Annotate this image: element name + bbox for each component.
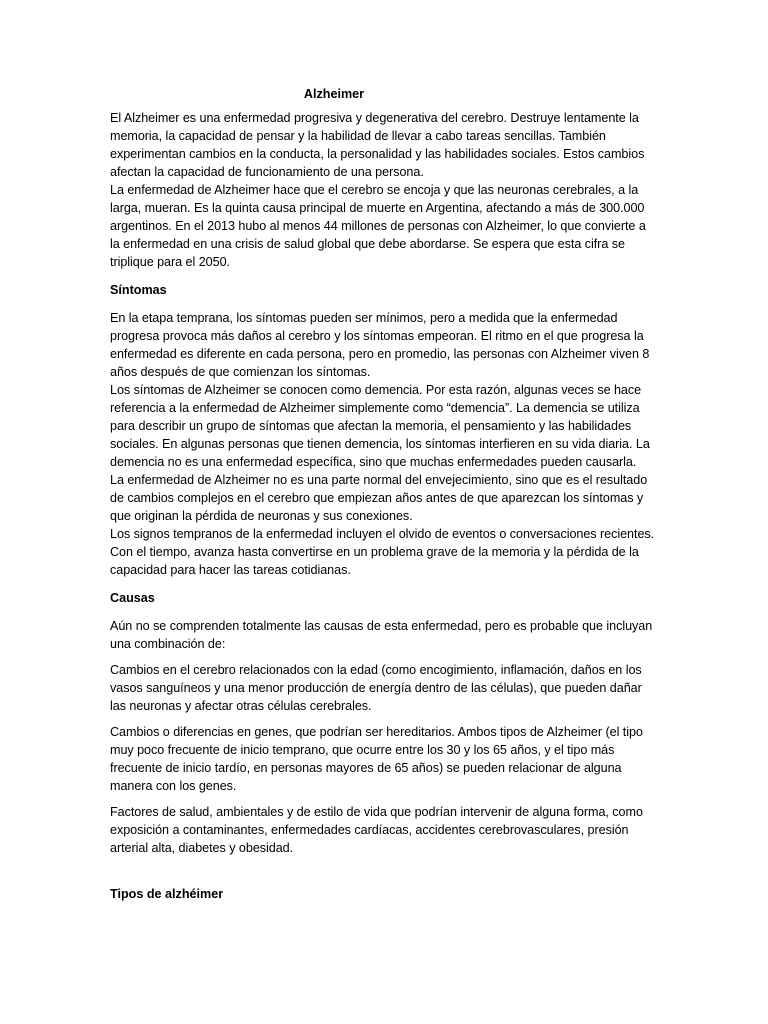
- sintomas-paragraph-1: En la etapa temprana, los síntomas pueden ser mínimos, pero a medida que la enfermedad progresa provoca más daños al cerebro y los síntomas empeoran. El ritmo en el que progresa la enfermedad es diferente en cada persona, pero en promedio, las personas con Alzheimer viven 8 años después de que comienzan los síntomas.: [110, 311, 650, 379]
- intro-paragraph-1: El Alzheimer es una enfermedad progresiva y degenerativa del cerebro. Destruye lentamente la memoria, la capacidad de pensar y la habilidad de llevar a cabo tareas sencillas. También experimentan cambios en la conducta, la personalidad y las habilidades sociales. Estos cambios afectan la capacidad de funcionamiento de una persona.: [110, 111, 645, 179]
- document-page: [110, 85, 658, 903]
- document-title: Alzheimer: [303, 87, 365, 101]
- sintomas-paragraph-3: La enfermedad de Alzheimer no es una parte normal del envejecimiento, sino que es el resultado de cambios complejos en el cerebro que empiezan años antes de que aparezcan los síntomas y que originan la pérdida de neuronas y sus conexiones.: [110, 473, 648, 523]
- section-heading-tipos: Tipos de alzhéimer: [110, 887, 224, 901]
- causas-paragraph-3: Cambios o diferencias en genes, que podrían ser hereditarios. Ambos tipos de Alzheimer (el tipo muy poco frecuente de inicio temprano, que ocurre entre los 30 y los 65 años, y el tipo más frecuente de inicio tardío, en personas mayores de 65 años) se pueden relacionar de alguna manera con los genes.: [110, 725, 643, 793]
- intro-paragraph-2: La enfermedad de Alzheimer hace que el cerebro se encoja y que las neuronas cerebrales, a la larga, mueran. Es la quinta causa principal de muerte en Argentina, afectando a más de 300.000 argentinos. En el 2013 hubo al menos 44 millones de personas con Alzheimer, lo que convierte a la enfermedad en una crisis de salud global que debe abordarse. Se espera que esta cifra se triplique para el 2050.: [110, 183, 646, 269]
- sintomas-paragraph-2: Los síntomas de Alzheimer se conocen como demencia. Por esta razón, algunas veces se hace referencia a la enfermedad de Alzheimer simplemente como “demencia”. La demencia se utiliza para describir un grupo de síntomas que afectan la memoria, el pensamiento y las habilidades sociales. En algunas personas que tienen demencia, los síntomas interfieren en su vida diaria. La demencia no es una enfermedad específica, sino que muchas enfermedades pueden causarla.: [110, 383, 650, 469]
- sintomas-paragraph-4: Los signos tempranos de la enfermedad incluyen el olvido de eventos o conversaciones recientes. Con el tiempo, avanza hasta convertirse en un problema grave de la memoria y la pérdida de la capacidad para hacer las tareas cotidianas.: [110, 527, 655, 577]
- causas-paragraph-1: Aún no se comprenden totalmente las causas de esta enfermedad, pero es probable que incluyan una combinación de:: [110, 619, 653, 651]
- causas-paragraph-2: Cambios en el cerebro relacionados con la edad (como encogimiento, inflamación, daños en los vasos sanguíneos y una menor producción de energía dentro de las células), que pueden dañar las neuronas y afectar otras células cerebrales.: [110, 663, 642, 713]
- section-heading-sintomas: Síntomas: [110, 283, 167, 297]
- section-heading-causas: Causas: [110, 591, 155, 605]
- causas-paragraph-4: Factores de salud, ambientales y de estilo de vida que podrían intervenir de alguna forma, como exposición a contaminantes, enfermedades cardíacas, accidentes cerebrovasculares, presión arterial alta, diabetes y obesidad.: [110, 805, 643, 855]
